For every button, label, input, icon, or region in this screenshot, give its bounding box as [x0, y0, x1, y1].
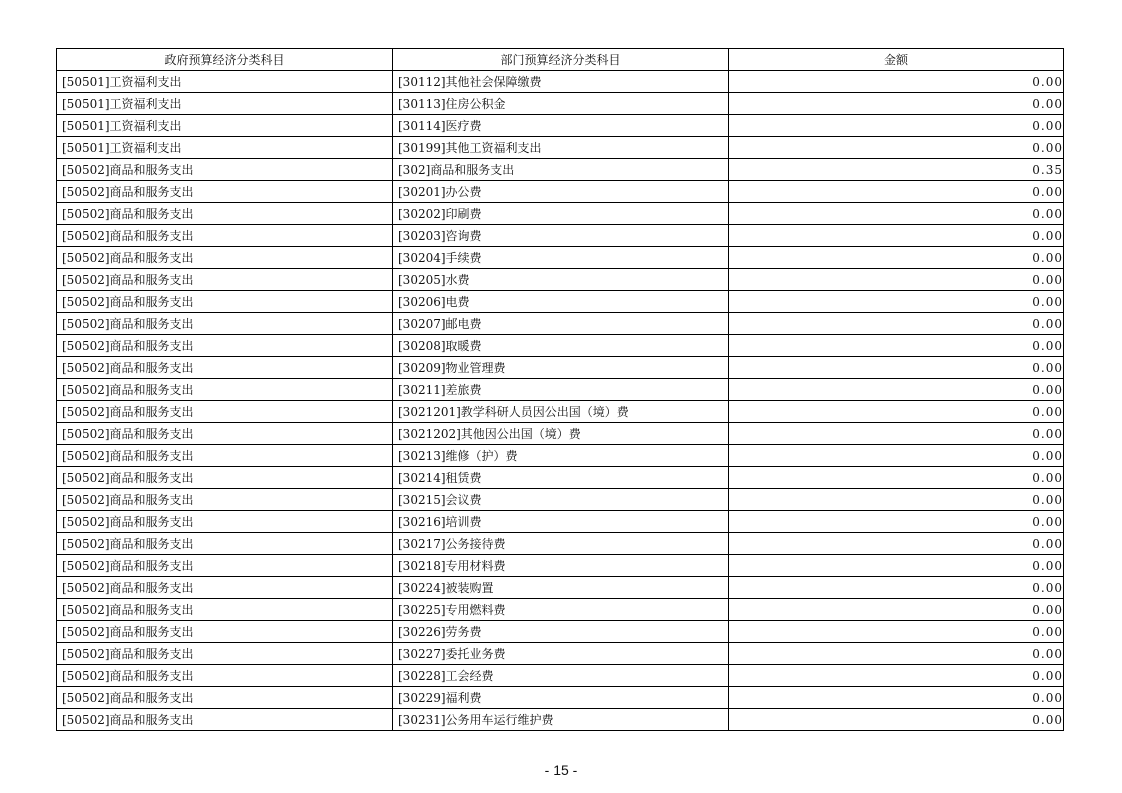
dept-category-cell: [30227]委托业务费	[393, 643, 729, 665]
gov-category-cell: [50502]商品和服务支出	[57, 379, 393, 401]
dept-category-cell: [30213]维修（护）费	[393, 445, 729, 467]
gov-category-cell: [50502]商品和服务支出	[57, 225, 393, 247]
table-row	[57, 71, 1064, 93]
table-row	[57, 379, 1064, 401]
header-gov-category: 政府预算经济分类科目	[57, 49, 393, 71]
dept-category-cell: [30206]电费	[393, 291, 729, 313]
amount-cell: 0.00	[729, 93, 1064, 115]
dept-category-cell: [30112]其他社会保障缴费	[393, 71, 729, 93]
table-row	[57, 709, 1064, 731]
dept-category-cell: [30216]培训费	[393, 511, 729, 533]
gov-category-cell: [50502]商品和服务支出	[57, 709, 393, 731]
table-row	[57, 291, 1064, 313]
gov-category-cell: [50502]商品和服务支出	[57, 203, 393, 225]
amount-cell: 0.00	[729, 511, 1064, 533]
gov-category-cell: [50501]工资福利支出	[57, 71, 393, 93]
amount-cell: 0.00	[729, 643, 1064, 665]
amount-cell: 0.00	[729, 665, 1064, 687]
table-row	[57, 269, 1064, 291]
dept-category-cell: [30204]手续费	[393, 247, 729, 269]
gov-category-cell: [50502]商品和服务支出	[57, 401, 393, 423]
table-row	[57, 357, 1064, 379]
table-body	[57, 71, 1064, 731]
dept-category-cell: [3021201]教学科研人员因公出国（境）费	[393, 401, 729, 423]
amount-cell: 0.00	[729, 423, 1064, 445]
amount-cell: 0.00	[729, 203, 1064, 225]
gov-category-cell: [50502]商品和服务支出	[57, 577, 393, 599]
amount-cell: 0.00	[729, 555, 1064, 577]
dept-category-cell: [30215]会议费	[393, 489, 729, 511]
gov-category-cell: [50502]商品和服务支出	[57, 665, 393, 687]
dept-category-cell: [30114]医疗费	[393, 115, 729, 137]
amount-cell: 0.00	[729, 467, 1064, 489]
dept-category-cell: [30203]咨询费	[393, 225, 729, 247]
amount-cell: 0.00	[729, 599, 1064, 621]
gov-category-cell: [50502]商品和服务支出	[57, 181, 393, 203]
amount-cell: 0.00	[729, 445, 1064, 467]
table-row	[57, 687, 1064, 709]
dept-category-cell: [30231]公务用车运行维护费	[393, 709, 729, 731]
gov-category-cell: [50502]商品和服务支出	[57, 687, 393, 709]
header-amount: 金额	[729, 49, 1064, 71]
table-row	[57, 159, 1064, 181]
amount-cell: 0.00	[729, 291, 1064, 313]
gov-category-cell: [50502]商品和服务支出	[57, 313, 393, 335]
dept-category-cell: [30199]其他工资福利支出	[393, 137, 729, 159]
gov-category-cell: [50502]商品和服务支出	[57, 269, 393, 291]
table-row	[57, 533, 1064, 555]
header-dept-category: 部门预算经济分类科目	[393, 49, 729, 71]
dept-category-cell: [30205]水费	[393, 269, 729, 291]
amount-cell: 0.00	[729, 247, 1064, 269]
table-row	[57, 467, 1064, 489]
amount-cell: 0.00	[729, 225, 1064, 247]
dept-category-cell: [30209]物业管理费	[393, 357, 729, 379]
table-row	[57, 137, 1064, 159]
gov-category-cell: [50502]商品和服务支出	[57, 291, 393, 313]
dept-category-cell: [30226]劳务费	[393, 621, 729, 643]
table-row	[57, 445, 1064, 467]
dept-category-cell: [30228]工会经费	[393, 665, 729, 687]
gov-category-cell: [50501]工资福利支出	[57, 93, 393, 115]
amount-cell: 0.00	[729, 401, 1064, 423]
dept-category-cell: [30208]取暖费	[393, 335, 729, 357]
gov-category-cell: [50502]商品和服务支出	[57, 533, 393, 555]
table-row	[57, 555, 1064, 577]
table-row	[57, 621, 1064, 643]
dept-category-cell: [30214]租赁费	[393, 467, 729, 489]
page-number: - 15 -	[544, 762, 578, 778]
table-header-row	[57, 49, 1064, 71]
gov-category-cell: [50502]商品和服务支出	[57, 247, 393, 269]
dept-category-cell: [30229]福利费	[393, 687, 729, 709]
gov-category-cell: [50502]商品和服务支出	[57, 445, 393, 467]
table-row	[57, 181, 1064, 203]
gov-category-cell: [50502]商品和服务支出	[57, 357, 393, 379]
table-row	[57, 93, 1064, 115]
dept-category-cell: [30217]公务接待费	[393, 533, 729, 555]
gov-category-cell: [50501]工资福利支出	[57, 115, 393, 137]
gov-category-cell: [50502]商品和服务支出	[57, 599, 393, 621]
dept-category-cell: [30113]住房公积金	[393, 93, 729, 115]
table-row	[57, 643, 1064, 665]
table-row	[57, 401, 1064, 423]
dept-category-cell: [302]商品和服务支出	[393, 159, 729, 181]
gov-category-cell: [50502]商品和服务支出	[57, 489, 393, 511]
dept-category-cell: [30207]邮电费	[393, 313, 729, 335]
amount-cell: 0.00	[729, 709, 1064, 731]
table-row	[57, 335, 1064, 357]
amount-cell: 0.00	[729, 269, 1064, 291]
table-row	[57, 313, 1064, 335]
gov-category-cell: [50502]商品和服务支出	[57, 555, 393, 577]
gov-category-cell: [50502]商品和服务支出	[57, 643, 393, 665]
amount-cell: 0.00	[729, 533, 1064, 555]
amount-cell: 0.00	[729, 181, 1064, 203]
gov-category-cell: [50502]商品和服务支出	[57, 423, 393, 445]
table-row	[57, 665, 1064, 687]
dept-category-cell: [30224]被装购置	[393, 577, 729, 599]
amount-cell: 0.00	[729, 115, 1064, 137]
gov-category-cell: [50502]商品和服务支出	[57, 511, 393, 533]
dept-category-cell: [30202]印刷费	[393, 203, 729, 225]
gov-category-cell: [50502]商品和服务支出	[57, 159, 393, 181]
dept-category-cell: [30201]办公费	[393, 181, 729, 203]
table-row	[57, 511, 1064, 533]
gov-category-cell: [50502]商品和服务支出	[57, 621, 393, 643]
budget-classification-table	[56, 48, 1064, 731]
amount-cell: 0.00	[729, 489, 1064, 511]
gov-category-cell: [50502]商品和服务支出	[57, 467, 393, 489]
dept-category-cell: [30218]专用材料费	[393, 555, 729, 577]
amount-cell: 0.00	[729, 357, 1064, 379]
table-row	[57, 423, 1064, 445]
amount-cell: 0.35	[729, 159, 1064, 181]
amount-cell: 0.00	[729, 577, 1064, 599]
table-row	[57, 247, 1064, 269]
table-row	[57, 203, 1064, 225]
amount-cell: 0.00	[729, 313, 1064, 335]
gov-category-cell: [50502]商品和服务支出	[57, 335, 393, 357]
amount-cell: 0.00	[729, 379, 1064, 401]
dept-category-cell: [30225]专用燃料费	[393, 599, 729, 621]
table-row	[57, 577, 1064, 599]
amount-cell: 0.00	[729, 71, 1064, 93]
table-row	[57, 225, 1064, 247]
amount-cell: 0.00	[729, 335, 1064, 357]
table-row	[57, 489, 1064, 511]
dept-category-cell: [3021202]其他因公出国（境）费	[393, 423, 729, 445]
dept-category-cell: [30211]差旅费	[393, 379, 729, 401]
amount-cell: 0.00	[729, 687, 1064, 709]
amount-cell: 0.00	[729, 621, 1064, 643]
table-row	[57, 599, 1064, 621]
amount-cell: 0.00	[729, 137, 1064, 159]
table-row	[57, 115, 1064, 137]
gov-category-cell: [50501]工资福利支出	[57, 137, 393, 159]
